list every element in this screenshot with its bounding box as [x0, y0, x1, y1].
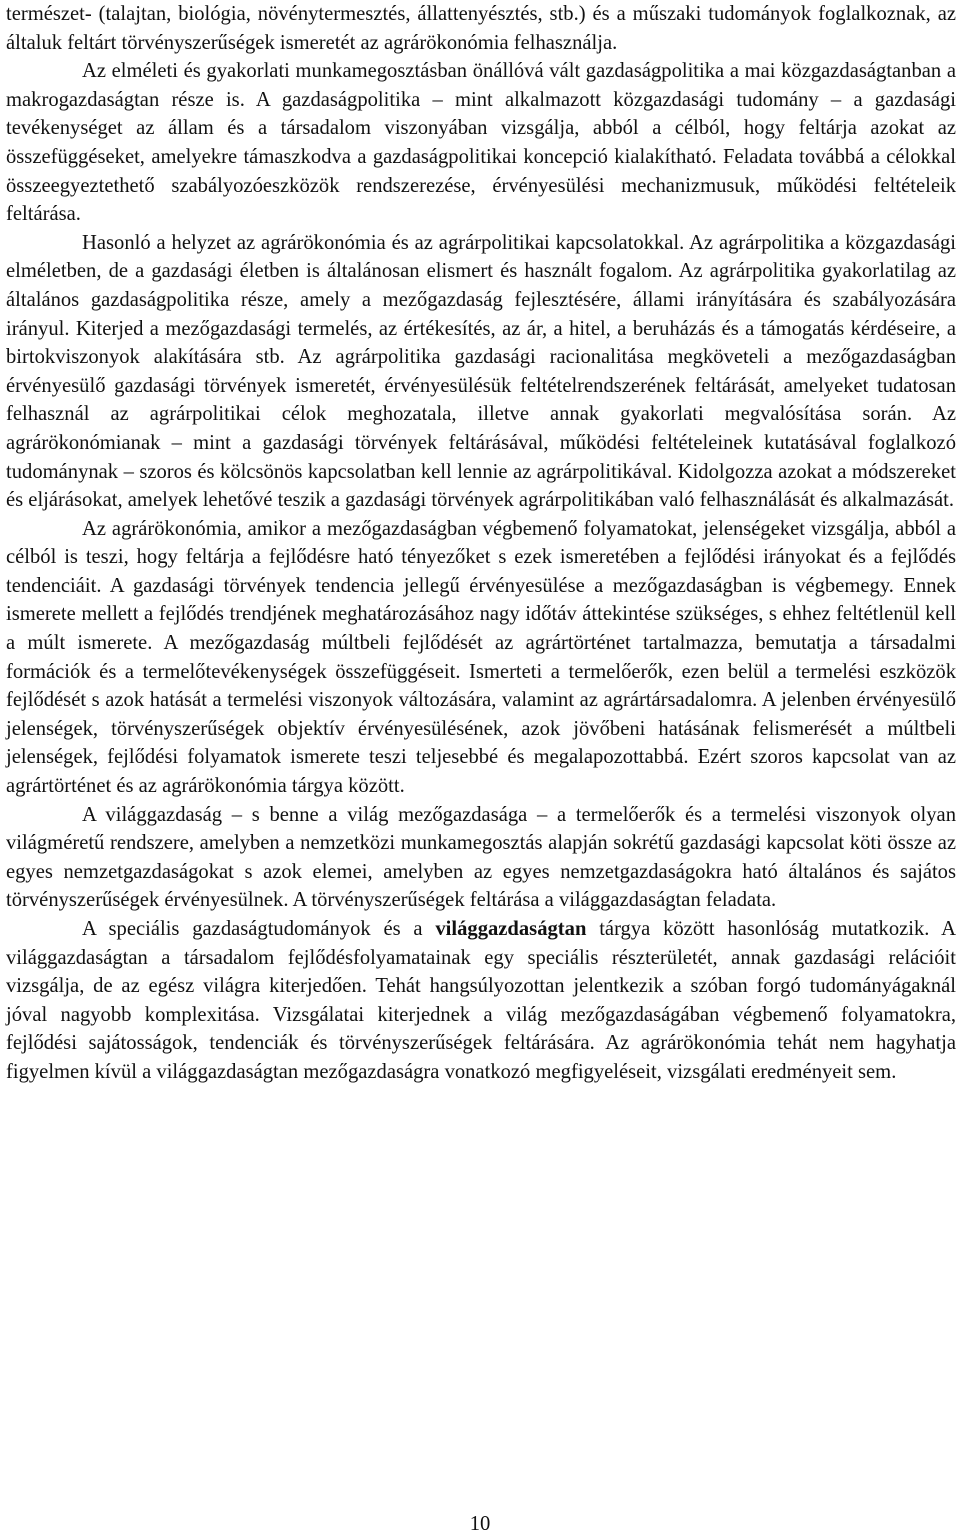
paragraph-6-lead: A speciális gazdaságtudományok és a	[82, 918, 436, 940]
paragraph-5: A világgazdaság – s benne a világ mezőgazdasága – a termelőerők és a termelési viszonyok olyan világméretű rendszere, amelyben a nemzetközi munkamegosztás alapján sokrétű gazdasági kapcsolat köti össze az egyes nemzetgazdaságokat s azok elemei, amelyben az egyes nemzetgazdaságokra ható általános és sajátos törvényszerűségek érvényesülnek. A törvényszerűségek feltárása a világgazdaságtan feladata.	[6, 803, 956, 912]
paragraph-2: Az elméleti és gyakorlati munkamegosztásban önállóvá vált gazdaságpolitika a mai közgazdaságtanban a makrogazdaságtan része is. A gazdaságpolitika – mint alkalmazott közgazdasági tudomány – a gazdasági tevékenységet az állam és a társadalom viszonyában vizsgálja, abból a célból, hogy feltárja azokat az összefüggéseket, amelyekre támaszkodva a gazdaságpolitikai koncepció kialakítható. Feladata továbbá a célokkal összeegyeztethető szabályozóeszközök rendszerezése, érvényesülési mechanizmusuk, működési feltételeik feltárása.	[6, 60, 956, 226]
bold-term-vilaggazdasagtan: világgazdaságtan	[435, 918, 587, 940]
paragraph-3: Hasonló a helyzet az agrárökonómia és az agrárpolitikai kapcsolatokkal. Az agrárpolitika a közgazdasági elméletben, de a gazdasági életben is általánosan elismert és használt fogalom. Az agrárpolitika gyakorlatilag az általános gazdaságpolitika része, amely a mezőgazdaság fejlesztésére, állami irányítására és szabályozására irányul. Kiterjed a mezőgazdasági termelés, az értékesítés, az ár, a hitel, a beruházás és a támogatás kérdéseire, a birtokviszonyok alakítására stb. Az agrárpolitika gazdasági racionalitása megköveteli a mezőgazdaságban érvényesülő gazdasági törvények ismeretét, érvényesülésük feltételrendszerének feltárását, amelyeket tudatosan felhasznál az agrárpolitikai célok meghozatala, illetve annak gyakorlati megvalósítása során. Az agrárökonómianak – mint a gazdasági törvények feltárásával, működési feltételeinek kutatásával foglalkozó tudománynak – szoros és kölcsönös kapcsolatban kell lennie az agrárpolitikával. Kidolgozza azokat a módszereket és eljárásokat, amelyek lehetővé teszik a gazdasági törvények agrárpolitikában való felhasználását és alkalmazását.	[6, 231, 956, 512]
paragraph-6	[6, 915, 956, 1087]
paragraph-6-rest: tárgya között hasonlóság mutatkozik. A világgazdaságtan a társadalom fejlődésfolyamatainak egy speciális részterületét, annak gazdasági relációit vizsgálja, de az egész világra kiterjedően. Tehát hangsúlyozottan jelentkezik a szóban forgó tudományágaknál jóval nagyobb komplexitása. Vizsgálatai kiterjednek a világ mezőgazdaságában végbemenő folyamatokra, fejlődési sajátosságok, tendenciák és törvényszerűségek feltárására. Az agrárökonómia tehát nem hagyhatja figyelmen kívül a világgazdaságtan mezőgazdaságra vonatkozó megfigyeléseit, vizsgálati eredményeit sem.	[6, 918, 956, 1083]
paragraph-4: Az agrárökonómia, amikor a mezőgazdaságban végbemenő folyamatokat, jelenségeket vizsgálja, abból a célból is teszi, hogy feltárja a fejlődésre ható tényezőket s ezek ismeretében a fejlődési irányokat és a fejlődés tendenciáit. A gazdasági törvények tendencia jellegű érvényesülése a mezőgazdaságban is végbemegy. Ennek ismerete mellett a fejlődés trendjének meghatározásához nagy időtáv áttekintése szükséges, s ehhez feltétlenül kell a múlt ismerete. A mezőgazdaság múltbeli fejlődését az agrártörténet tartalmazza, bemutatja a társadalmi formációk és a termelőtevékenységek összefüggéseit. Ismerteti a termelőerők, ezen belül a termelési eszközök fejlődését s azok hatását a termelési viszonyok változására, valamint az agrártársadalomra. A jelenben érvényesülő jelenségek, törvényszerűségek objektív érvényesülésének, azok jövőbeni hatásának felismerését a múltbeli jelenségek, fejlődési folyamatok ismerete teszi teljesebbé és megalapozottabbá. Ezért szoros kapcsolat van az agrártörténet és az agrárökonómia tárgya között.	[6, 517, 956, 798]
page-number: 10	[469, 1513, 491, 1535]
paragraph-1: természet- (talajtan, biológia, növénytermesztés, állattenyésztés, stb.) és a műszaki tudományok foglalkoznak, az általuk feltárt törvényszerűségek ismeretét az agrárökonómia felhasználja.	[6, 3, 956, 54]
document-body	[6, 0, 956, 1087]
